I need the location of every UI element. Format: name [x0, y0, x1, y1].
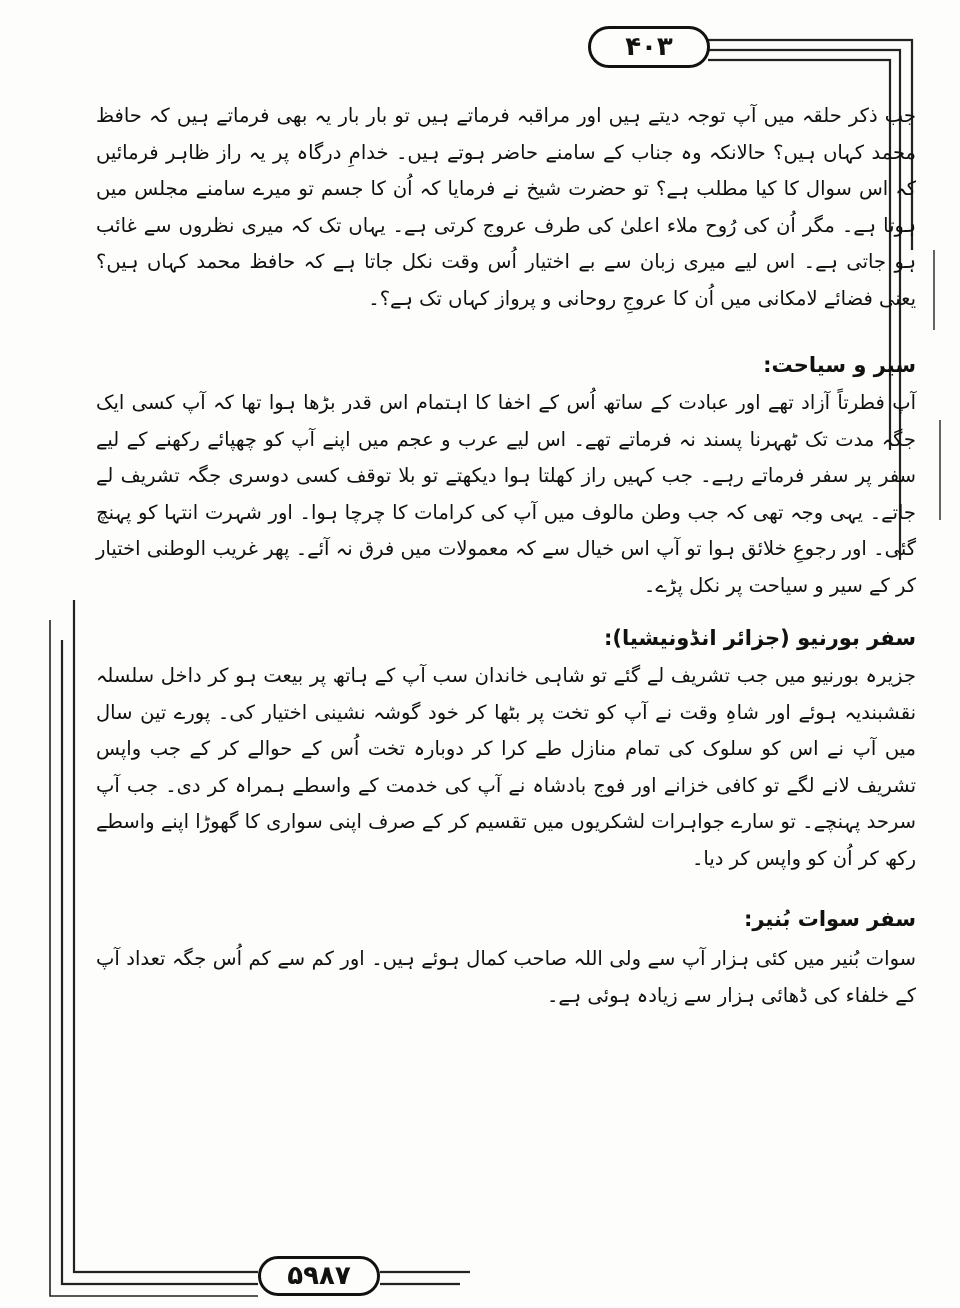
- page-content: [96, 98, 916, 1014]
- section-body: جزیرہ بورنیو میں جب تشریف لے گئے تو شاہی خاندان سب آپ کے ہاتھ پر بیعت ہو کر داخل سلسلہ نقشبندیہ ہوئے اور شاہِ وقت نے آپ کو تخت پر بٹھا کر خود گوشہ نشینی اختیار کی۔ پورے تین سال میں آپ نے اس کو سلوک کی تمام منازل طے کرا کر دوبارہ تخت اُس کے حوالے کر کے جب واپس تشریف لانے لگے تو کافی خزانے اور فوج بادشاہ نے آپ کی خدمت کے واسطے ہمراہ کر دی۔ جب آپ سرحد پہنچے۔ تو سارے جواہرات لشکریوں میں تقسیم کر کے صرف اپنی سواری کا گھوڑا اپنے واسطے رکھ کر اُن کو واپس کر دیا۔: [96, 664, 916, 870]
- section-heading: سفر سوات بُنیر:: [743, 907, 916, 931]
- section-heading: سیر و سیاحت:: [763, 353, 916, 377]
- page-number-top: ۴۰۳: [588, 26, 710, 68]
- section-heading: سفر بورنیو (جزائر انڈونیشیا):: [603, 626, 916, 650]
- section-body: سوات بُنیر میں کئی ہزار آپ سے ولی اللہ صاحب کمال ہوئے ہیں۔ اور کم سے کم اُس جگہ تعداد آپ کے خلفاء کی ڈھائی ہزار سے زیادہ ہوئی ہے۔: [96, 947, 916, 1007]
- section-body: جب ذکر حلقہ میں آپ توجہ دیتے ہیں اور مراقبہ فرماتے ہیں تو بار بار یہ بھی فرماتے ہیں کہ حافظ محمد کہاں ہیں؟ حالانکہ وہ جناب کے سامنے حاضر ہوتے ہیں۔ خدامِ درگاہ پر یہ راز ظاہر فرمائیں کہ اس سوال کا کیا مطلب ہے؟ تو حضرت شیخ نے فرمایا کہ اُن کا جسم تو میرے سامنے مجلس میں ہوتا ہے۔ مگر اُن کی رُوح ملاء اعلیٰ کی طرف عروج کرتی ہے۔ یہاں تک کہ میری نظروں سے غائب ہو جاتی ہے۔ اس لیے میری زبان سے بے اختیار اُس وقت نکل جاتا ہے کہ حافظ محمد کہاں ہیں؟ یعنی فضائے لامکانی میں اُن کا عروجِ روحانی و پرواز کہاں تک ہے؟۔: [96, 104, 916, 310]
- section-body: آپ فطرتاً آزاد تھے اور عبادت کے ساتھ اُس کے اخفا کا اہتمام اس قدر بڑھا ہوا تھا کہ آپ کسی ایک جگہ مدت تک ٹھہرنا پسند نہ فرماتے تھے۔ اس لیے عرب و عجم میں اپنے آپ کو چھپائے رکھنے کے لیے سفر پر سفر فرماتے رہے۔ جب کہیں راز کھلتا ہوا دیکھتے تو بلا توقف کسی دوسری جگہ تشریف لے جاتے۔ یہی وجہ تھی کہ جب وطن مالوف میں آپ کی کرامات کا چرچا ہوا۔ اور شہرت انتہا کو پہنچ گئی۔ اور رجوعِ خلائق ہوا تو آپ اس خیال سے کہ معمولات میں فرق نہ آئے۔ پھر غریب الوطنی اختیار کر کے سیر و سیاحت پر نکل پڑے۔: [96, 391, 916, 597]
- page-number-bottom: ۵۹۸۷: [258, 1256, 380, 1296]
